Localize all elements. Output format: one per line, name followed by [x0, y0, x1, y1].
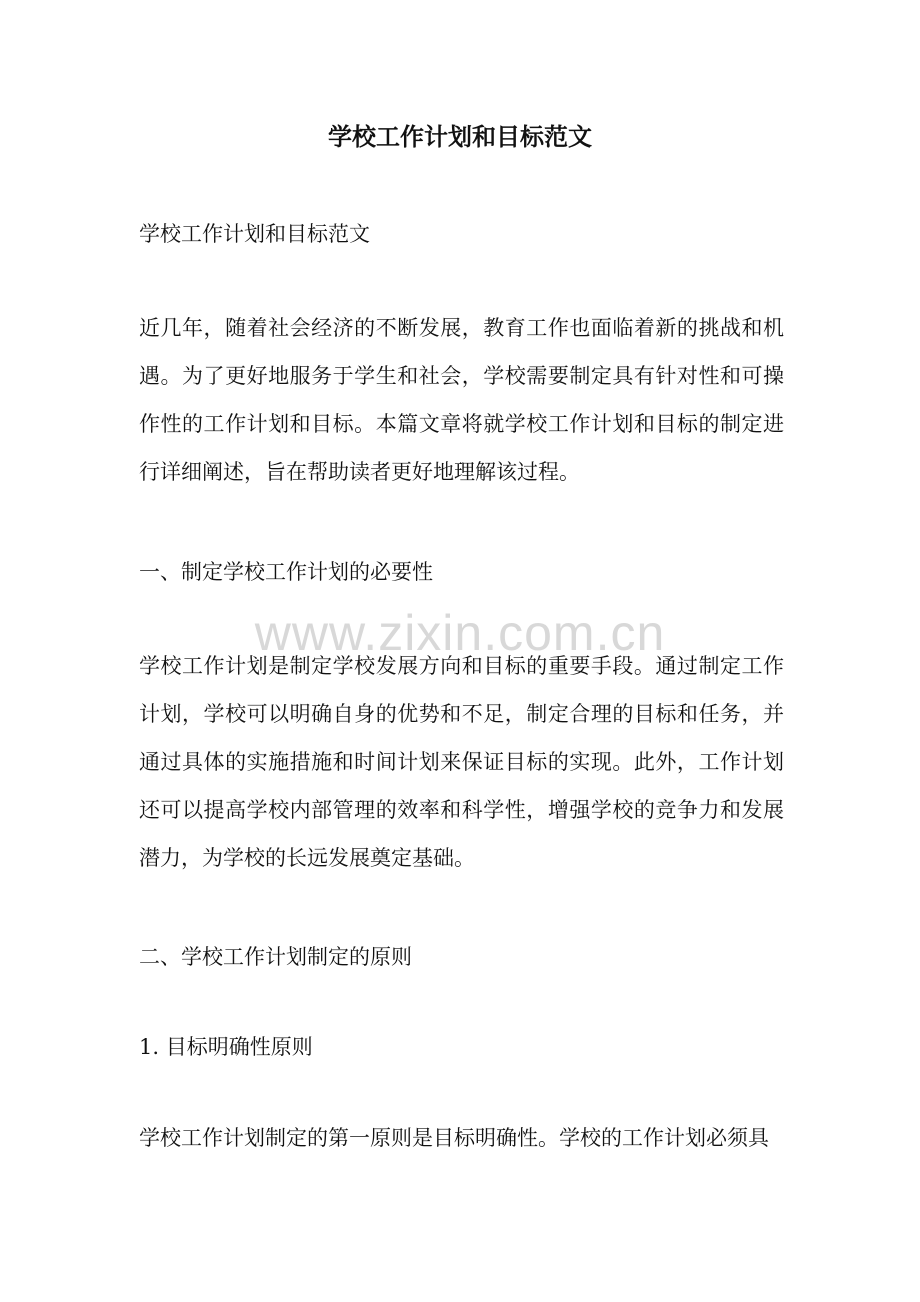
document-subtitle: 学校工作计划和目标范文: [139, 222, 370, 246]
item-1-heading: 1. 目标明确性原则: [139, 1035, 313, 1059]
watermark: www.zixin.com.cn: [254, 605, 666, 661]
section-1-paragraph: 学校工作计划是制定学校发展方向和目标的重要手段。通过制定工作计划，学校可以明确自身的优势和不足，制定合理的目标和任务，并通过具体的实施措施和时间计划来保证目标的实现。此外，工作计划还可以提高学校内部管理的效率和科学性，增强学校的竞争力和发展潜力，为学校的长远发展奠定基础。: [139, 654, 784, 870]
section-1-heading: 一、制定学校工作计划的必要性: [139, 560, 433, 584]
section-2-heading: 二、学校工作计划制定的原则: [139, 945, 412, 969]
item-1-paragraph: 学校工作计划制定的第一原则是目标明确性。学校的工作计划必须具: [139, 1126, 769, 1150]
intro-paragraph: 近几年，随着社会经济的不断发展，教育工作也面临着新的挑战和机遇。为了更好地服务于学生和社会，学校需要制定具有针对性和可操作性的工作计划和目标。本篇文章将就学校工作计划和目标的制定进行详细阐述，旨在帮助读者更好地理解该过程。: [139, 316, 784, 484]
document-title: 学校工作计划和目标范文: [328, 122, 592, 151]
